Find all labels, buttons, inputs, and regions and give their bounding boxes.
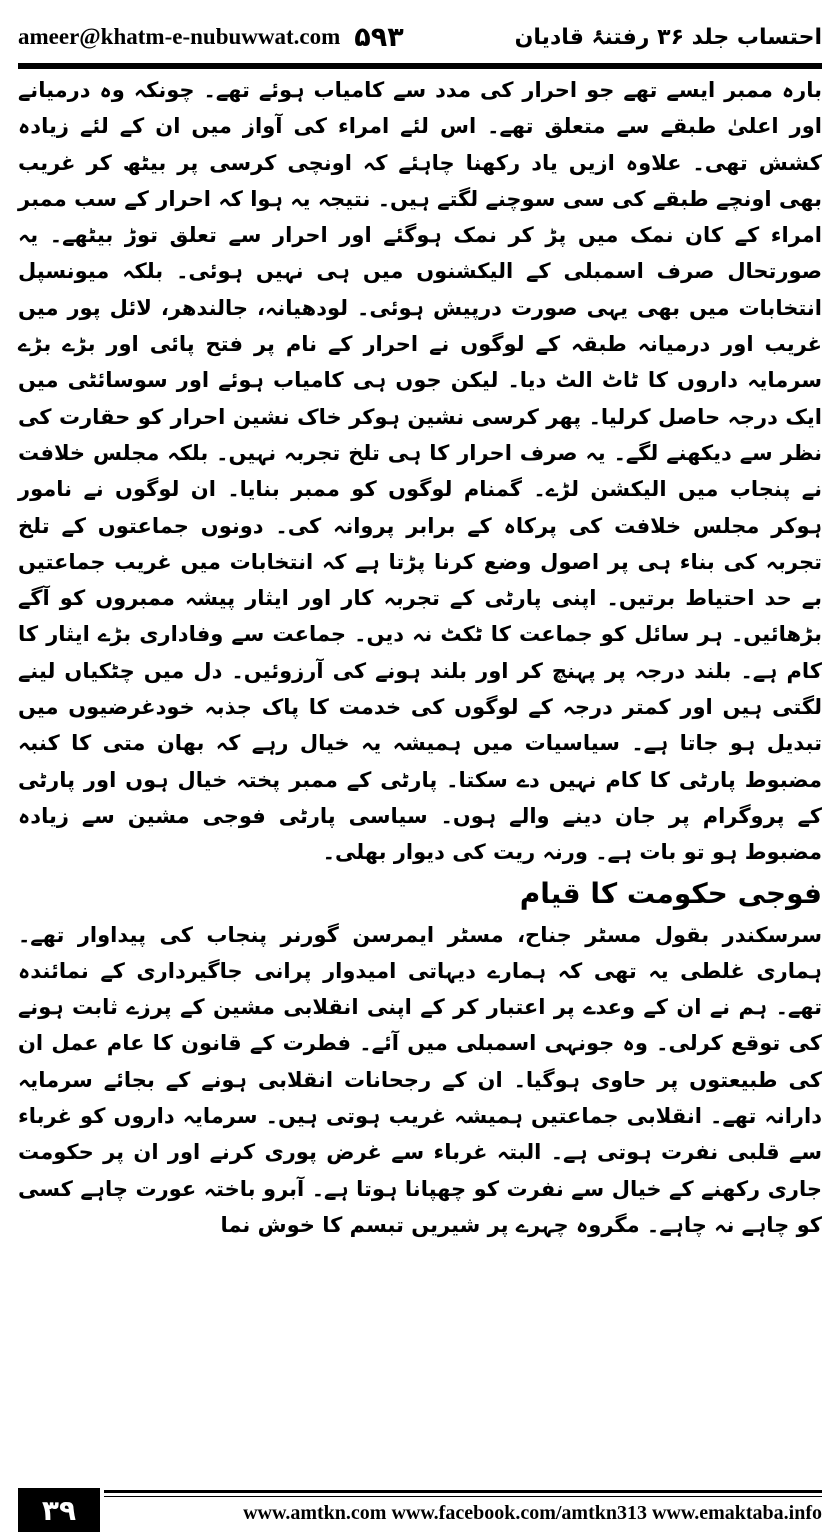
page-header xyxy=(18,14,822,60)
footer-rule xyxy=(104,1488,822,1502)
page-body xyxy=(18,72,822,1243)
header-rule xyxy=(18,63,822,69)
book-title: احتساب جلد ۳۶ رفتنۂ قادیان xyxy=(514,24,822,50)
paragraph-1: بارہ ممبر ایسے تھے جو احرار کی مدد سے کامیاب ہوئے تھے۔ چونکہ وہ درمیانے اور اعلیٰ طبقے سے متعلق تھے۔ اس لئے امراء کی آواز میں ان کے لئے زیادہ کشش تھی۔ علاوہ ازیں یاد رکھنا چاہئے کہ اونچی کرسی پر بیٹھ کر غریب بھی اونچے طبقے کی سی سوچنے لگتے ہیں۔ نتیجہ یہ ہوا کہ احرار کے سب ممبر امراء کے کان نمک میں پڑ کر نمک ہوگئے اور احرار سے تعلق توڑ بیٹھے۔ یہ صورتحال صرف اسمبلی کے الیکشنوں میں ہی نہیں ہوئی۔ بلکہ میونسپل انتخابات میں بھی یہی صورت درپیش ہوئی۔ لودھیانہ، جالندھر، لائل پور میں غریب اور درمیانہ طبقہ کے لوگوں نے احرار کے نام پر فتح پائی اور بڑے بڑے سرمایہ داروں کا ٹاٹ الٹ دیا۔ لیکن جوں ہی کامیاب ہوئے اور سوسائٹی میں ایک درجہ حاصل کرلیا۔ پھر کرسی نشین ہوکر خاک نشین احرار کو حقارت کی نظر سے دیکھنے لگے۔ یہ صرف احرار کا ہی تلخ تجربہ نہیں۔ بلکہ مجلس خلافت نے پنجاب میں الیکشن لڑے۔ گمنام لوگوں کو ممبر بنایا۔ ان لوگوں نے نامور ہوکر مجلس خلافت کی پرکاہ کے برابر پروانہ کی۔ دونوں جماعتوں کے تلخ تجربہ کی بناء ہی پر اصول وضع کرنا پڑتا ہے کہ انتخابات میں غریب جماعتیں بے حد احتیاط برتیں۔ اپنی پارٹی کے تجربہ کار اور ایثار پیشہ ممبروں کو آگے بڑھائیں۔ ہر سائل کو جماعت کا ٹکٹ نہ دیں۔ جماعت سے وفاداری بڑے ایثار کا کام ہے۔ بلند درجہ پر پہنچ کر اور بلند ہونے کی آرزوئیں۔ دل میں چٹکیاں لینے لگتی ہیں اور کمتر درجہ کے لوگوں کی خدمت کا پاک جذبہ خودغرضیوں میں تبدیل ہو جاتا ہے۔ سیاسیات میں ہمیشہ یہ خیال رہے کہ بھان متی کا کنبہ مضبوط پارٹی کا کام نہیں دے سکتا۔ پارٹی کے ممبر پختہ خیال ہوں اور پارٹی کے پروگرام پر جان دینے والے ہوں۔ سیاسی پارٹی فوجی مشین سے زیادہ مضبوط ہو تو بات ہے۔ ورنہ ریت کی دیوار بھلی۔ xyxy=(18,78,822,865)
footer-rule-thin xyxy=(104,1496,822,1497)
paragraph-2: سرسکندر بقول مسٹر جناح، مسٹر ایمرسن گورنر پنجاب کی پیداوار تھے۔ ہماری غلطی یہ تھی کہ ہمارے دیہاتی امیدوار پرانی جاگیرداری کے نمائندہ تھے۔ ہم نے ان کے وعدے پر اعتبار کر کے اپنی انقلابی مشین کے پرزے ثابت ہونے کی توقع کرلی۔ وہ جونہی اسمبلی میں آئے۔ فطرت کے قانون کا عام عمل ان کی طبیعتوں پر حاوی ہوگیا۔ ان کے رجحانات انقلابی ہونے کے بجائے سرمایہ دارانہ تھے۔ انقلابی جماعتیں ہمیشہ غریب ہوتی ہیں۔ سرمایہ داروں کو غرباء سے قلبی نفرت ہوتی ہے۔ البتہ غرباء سے غرض پوری کرنے اور ان پر حکومت جاری رکھنے کے خیال سے نفرت کو چھپانا ہوتا ہے۔ آبرو باختہ عورت چاہے کسی کو چاہے نہ چاہے۔ مگروہ چہرے پر شیریں تبسم کا خوش نما xyxy=(18,922,822,1237)
footer-rule-thick xyxy=(104,1490,822,1493)
page-number: ۵۹۳ xyxy=(354,21,404,53)
footer-links: www.amtkn.com www.facebook.com/amtkn313 www.emaktaba.info xyxy=(243,1502,822,1524)
page-footer xyxy=(18,1488,822,1532)
section-heading: فوجی حکومت کا قیام xyxy=(519,876,822,910)
header-left xyxy=(18,22,404,53)
email-address: ameer@khatm-e-nubuwwat.com xyxy=(18,24,341,49)
footer-page-box: ۳۹ xyxy=(18,1488,100,1532)
